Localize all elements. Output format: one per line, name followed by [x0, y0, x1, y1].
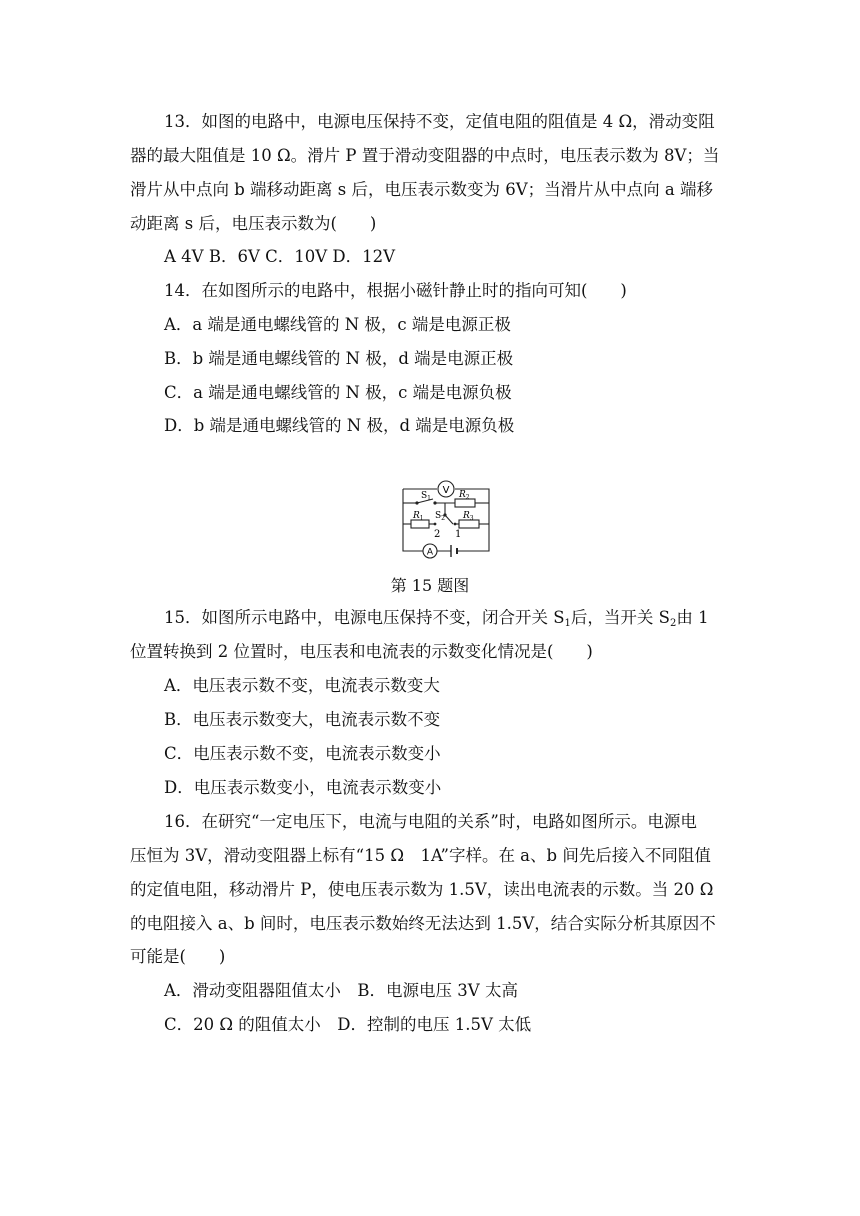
q13-options: A 4V B．6V C．10V D．12V — [164, 247, 396, 266]
q13-line-3: 滑片从中点向 b 端移动距离 s 后，电压表示数变为 6V；当滑片从中点向 a 端移 — [130, 180, 713, 199]
q16-line-4: 的电阻接入 a、b 间时，电压表示数始终无法达到 1.5V，结合实际分析其原因不 — [130, 914, 716, 933]
figure-caption: 第 15 题图 — [390, 576, 470, 595]
q13-line-1: 13．如图的电路中，电源电压保持不变，定值电阻的阻值是 4 Ω，滑动变阻 — [164, 112, 715, 131]
q13-line-4: 动距离 s 后，电压表示数为( ) — [130, 214, 377, 233]
position-1-label: 1 — [455, 529, 462, 540]
q16-options-cd: C．20 Ω 的阻值太小 D．控制的电压 1.5V 太低 — [164, 1015, 532, 1034]
s1-label: $S_1$ — [421, 491, 431, 502]
q15-option-c: C．电压表示数不变，电流表示数变小 — [164, 744, 441, 763]
q14-option-a: A．a 端是通电螺线管的 N 极，c 端是电源正极 — [164, 315, 511, 334]
q16-line-2: 压恒为 3V，滑动变阻器上标有“15 Ω 1A”字样。在 a、b 间先后接入不同阻值 — [130, 846, 711, 865]
q15-s1-sub: 1 — [564, 618, 571, 629]
q16-options-ab: A．滑动变阻器阻值太小 B．电源电压 3V 太高 — [164, 981, 518, 1000]
q15-line-1-mid: 后，当开关 S — [570, 608, 670, 627]
q15-option-b: B．电压表示数变大，电流表示数不变 — [164, 710, 441, 729]
r2-label: $R_2$ — [459, 490, 470, 501]
r3-label: $R_3$ — [463, 511, 474, 522]
r1-label: $R_1$ — [413, 511, 424, 522]
ammeter-label: A — [426, 547, 434, 558]
q15-line-1-pre: 15．如图所示电路中，电源电压保持不变，闭合开关 S — [164, 608, 565, 627]
circuit-diagram — [397, 477, 493, 559]
q14-option-d: D．b 端是通电螺线管的 N 极，d 端是电源负极 — [164, 416, 515, 435]
q16-line-3: 的定值电阻，移动滑片 P，使电压表示数为 1.5V，读出电流表的示数。当 20 Ω — [130, 880, 714, 899]
q15-line-1 — [164, 606, 709, 636]
q16-line-1: 16．在研究“一定电压下，电流与电阻的关系”时，电路如图所示。电源电 — [164, 812, 697, 831]
q14-option-c: C．a 端是通电螺线管的 N 极，c 端是电源负极 — [164, 383, 512, 402]
s2-label: $S_2$ — [435, 511, 445, 522]
q14-stem: 14．在如图所示的电路中，根据小磁针静止时的指向可知( ) — [164, 281, 627, 300]
q14-option-b: B．b 端是通电螺线管的 N 极，d 端是电源正极 — [164, 349, 514, 368]
q15-line-2: 位置转换到 2 位置时，电压表和电流表的示数变化情况是( ) — [130, 642, 593, 661]
position-2-label: 2 — [434, 529, 441, 540]
q13-line-2: 器的最大阻值是 10 Ω。滑片 P 置于滑动变阻器的中点时，电压表示数为 8V；当 — [130, 146, 720, 165]
q15-option-d: D．电压表示数变小，电流表示数变小 — [164, 778, 442, 797]
q15-option-a: A．电压表示数不变，电流表示数变大 — [164, 676, 440, 695]
q16-line-5: 可能是( ) — [130, 947, 226, 966]
voltmeter-label: V — [442, 485, 450, 496]
q15-s2-sub: 2 — [669, 618, 677, 629]
q15-line-1-post: 由 1 — [676, 608, 709, 627]
